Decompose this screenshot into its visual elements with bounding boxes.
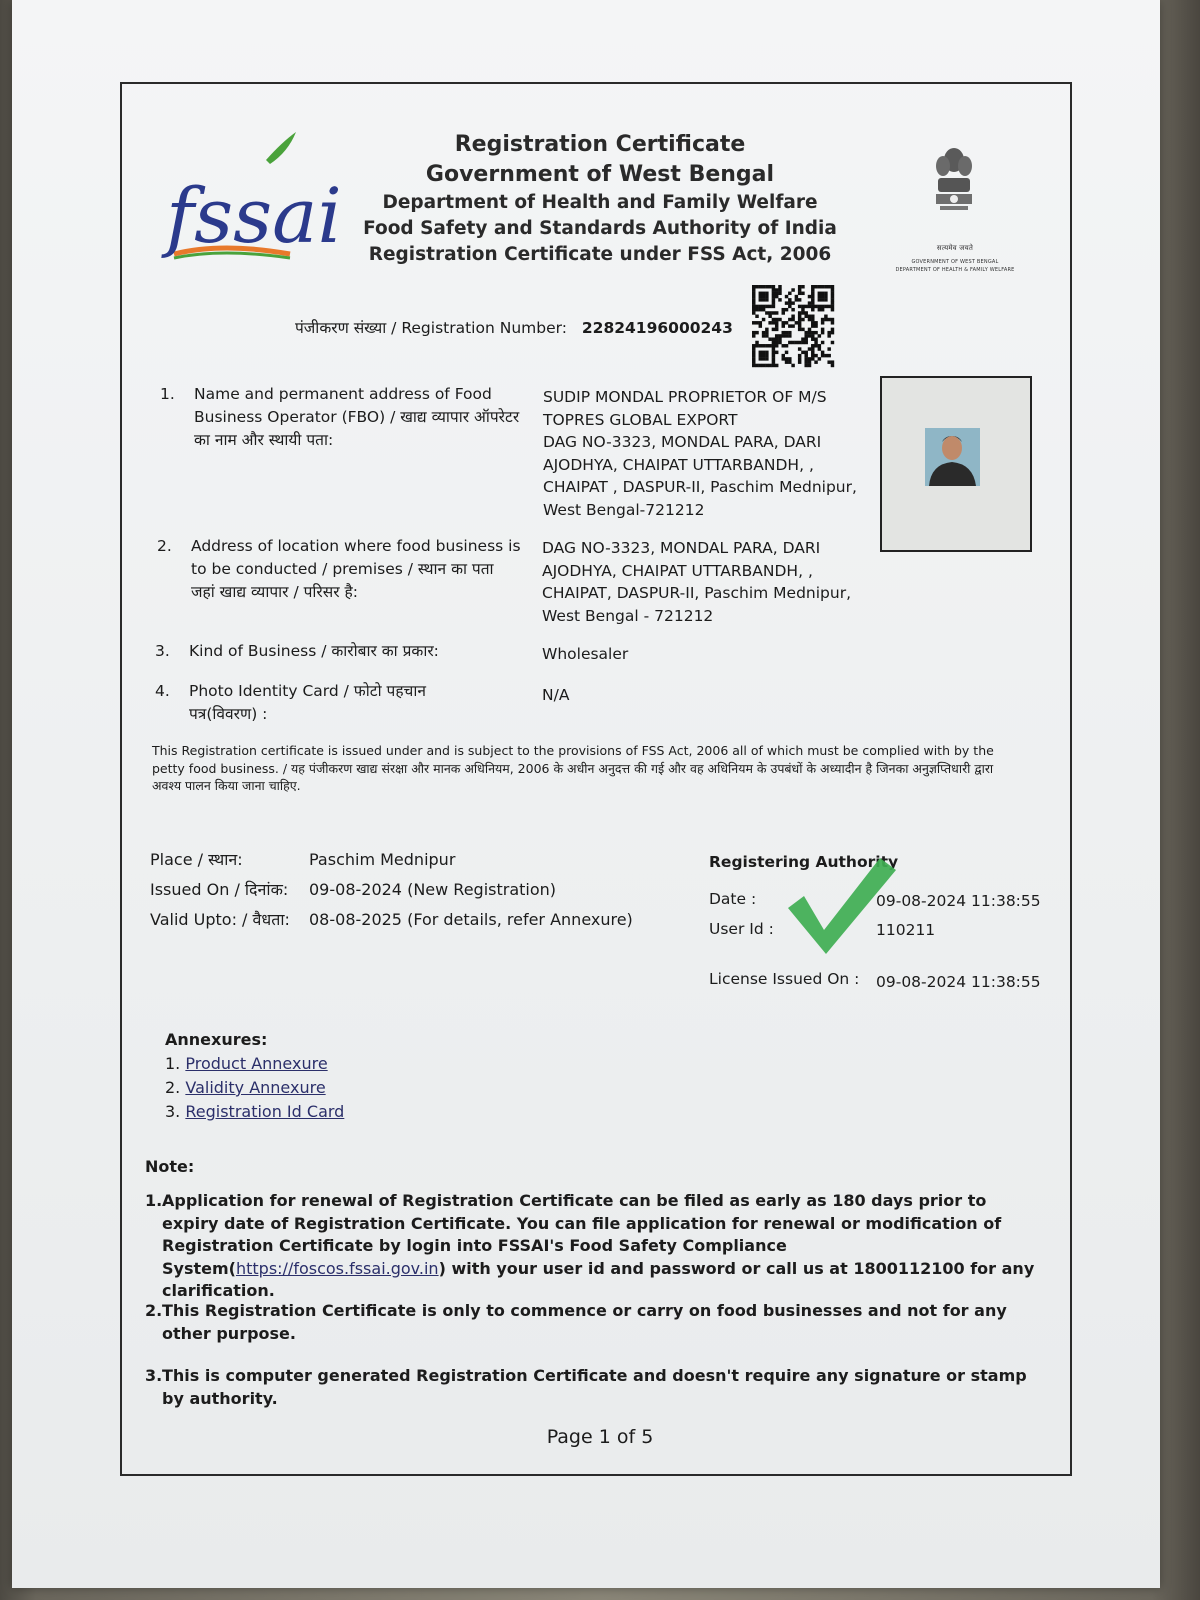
- item-1-value-line: AJODHYA, CHAIPAT UTTARBANDH, ,: [543, 455, 814, 474]
- fbo-photo: [880, 376, 1032, 552]
- item-1-value-line: CHAIPAT , DASPUR-II, Paschim Mednipur,: [543, 478, 857, 496]
- checkmark-icon: [782, 852, 902, 972]
- note-item-number: 1.: [145, 1191, 163, 1210]
- item-2-value-line: AJODHYA, CHAIPAT UTTARBANDH, ,: [542, 561, 813, 580]
- registration-number-value: 22824196000243: [581, 319, 733, 337]
- note-item-number: 2.: [145, 1301, 163, 1320]
- annexure-item: [165, 1076, 344, 1100]
- item-1-value-line: SUDIP MONDAL PROPRIETOR OF M/S: [543, 388, 827, 406]
- emblem-motto: सत्यमेव जयते: [936, 244, 974, 252]
- item-3-number: 3.: [155, 642, 170, 660]
- note-item-2-text: This Registration Certificate is only to commence or carry on food businesses and not for any other purpose.: [162, 1301, 1007, 1343]
- person-photo-icon: [925, 428, 980, 486]
- issued-on-value: 09-08-2024 (New Registration): [309, 880, 557, 899]
- item-1-value-line: DAG NO-3323, MONDAL PARA, DARI: [543, 433, 822, 451]
- item-3-value-line: Wholesaler: [542, 645, 629, 663]
- item-2-label: Address of location where food business is to be conducted / premises / स्थान का पता जहां खाद्य व्यापार / परिसर है:: [191, 537, 521, 601]
- page-number: Page 1 of 5: [546, 1426, 654, 1448]
- authority-date-label: Date :: [709, 890, 757, 908]
- authority-user-id-value: 110211: [876, 921, 936, 939]
- item-1-value: [543, 386, 883, 521]
- note-item-2: [145, 1300, 1040, 1345]
- annexure-number: 2.: [165, 1078, 181, 1097]
- emblem-caption: [885, 244, 1025, 274]
- license-issued-label: License Issued On :: [709, 970, 860, 988]
- authority-date-value: 09-08-2024 11:38:55: [876, 892, 1041, 910]
- registering-authority-title: Registering Authority: [709, 853, 899, 871]
- item-1-number: 1.: [160, 385, 175, 403]
- item-2-value: [542, 537, 882, 627]
- state-emblem-icon: [930, 138, 978, 226]
- header-government: Government of West Bengal: [425, 162, 775, 187]
- item-2-value-line: DAG NO-3323, MONDAL PARA, DARI: [542, 539, 821, 557]
- registration-id-card-link[interactable]: Registration Id Card: [185, 1102, 345, 1121]
- item-4-label: Photo Identity Card / फोटो पहचान पत्र(विवरण) :: [189, 682, 427, 723]
- annexure-item: [165, 1052, 344, 1076]
- note-item-1-post: ) with your user id and password or call us at 1800112100 for any clarification.: [162, 1258, 1035, 1300]
- place-label: Place / स्थान:: [150, 850, 243, 869]
- certificate-header: [330, 130, 870, 268]
- valid-upto-label: Valid Upto: / वैधता:: [150, 910, 290, 929]
- place-value: Paschim Mednipur: [309, 850, 456, 869]
- annexures-section: [165, 1028, 344, 1124]
- disclaimer-text: This Registration certificate is issued under and is subject to the provisions of FSS Act, 2006 all of which must be complied with by the petty food business. / यह पंजीकरण खाद्य संरक्षा और मानक अधिनियम, 2006 के अधीन अनुदत्त की गई और वह अधिनियम के उपबंधों के अध्यादीन है जिनका अनुज्ञप्तिधारी द्वारा अवश्य पालन किया जाना चाहिए.: [152, 743, 994, 793]
- note-item-1: [145, 1190, 1040, 1303]
- note-item-1-text: [162, 1190, 1040, 1303]
- fssai-logo-text: fssai: [166, 171, 342, 260]
- item-4-value-line: N/A: [542, 686, 570, 704]
- annexure-number: 1.: [165, 1054, 181, 1073]
- registration-number-label: पंजीकरण संख्या / Registration Number:: [295, 319, 567, 337]
- header-title: Registration Certificate: [454, 132, 746, 157]
- license-issued-value: 09-08-2024 11:38:55: [876, 973, 1041, 991]
- foscos-link[interactable]: https://foscos.fssai.gov.in: [235, 1258, 439, 1278]
- annexures-title: Annexures:: [165, 1030, 268, 1049]
- item-2-number: 2.: [157, 537, 172, 555]
- emblem-line-2: DEPARTMENT OF HEALTH & FAMILY WELFARE: [895, 267, 1015, 273]
- note-title: Note:: [145, 1157, 195, 1176]
- product-annexure-link[interactable]: Product Annexure: [185, 1054, 328, 1073]
- item-1-value-line: TOPRES GLOBAL EXPORT: [543, 410, 738, 429]
- note-item-1-pre: Application for renewal of Registration Certificate can be filed as early as 180 days prior to expiry date of Registration Certificate. You can file application for renewal or modification of Registration Certificate by login into FSSAI's Food Safety Compliance System(: [162, 1191, 1002, 1278]
- item-1-label: Name and permanent address of Food Business Operator (FBO) / खाद्य व्यापार ऑपरेटर का नाम और स्थायी पता:: [194, 385, 520, 449]
- qr-code-icon[interactable]: [752, 285, 834, 367]
- header-authority: Food Safety and Standards Authority of India: [363, 218, 837, 239]
- item-2-value-line: West Bengal - 721212: [542, 606, 714, 625]
- item-3-label: Kind of Business / कारोबार का प्रकार:: [189, 642, 439, 660]
- item-4-value: [542, 684, 882, 707]
- registration-number-line: [295, 316, 733, 338]
- emblem-line-1: GOVERNMENT OF WEST BENGAL: [911, 259, 999, 265]
- annexure-item: [165, 1100, 344, 1124]
- issued-on-label: Issued On / दिनांक:: [150, 880, 289, 899]
- authority-user-id-label: User Id :: [709, 920, 774, 938]
- header-department: Department of Health and Family Welfare: [382, 192, 818, 213]
- fssai-logo: [162, 130, 342, 265]
- annexure-number: 3.: [165, 1102, 181, 1121]
- issue-labels: [150, 845, 290, 935]
- note-item-3: [145, 1365, 1040, 1410]
- validity-annexure-link[interactable]: Validity Annexure: [185, 1078, 326, 1097]
- valid-upto-value: 08-08-2025 (For details, refer Annexure): [309, 910, 633, 929]
- issue-values: [309, 845, 633, 935]
- header-act: Registration Certificate under FSS Act, 2006: [368, 244, 832, 265]
- note-item-3-text: This is computer generated Registration Certificate and doesn't require any signature or stamp by authority.: [162, 1366, 1027, 1408]
- note-item-number: 3.: [145, 1366, 163, 1385]
- item-2-value-line: CHAIPAT, DASPUR-II, Paschim Mednipur,: [542, 584, 852, 602]
- item-3-value: [542, 643, 882, 666]
- item-4-number: 4.: [155, 682, 170, 700]
- item-1-value-line: West Bengal-721212: [543, 500, 705, 519]
